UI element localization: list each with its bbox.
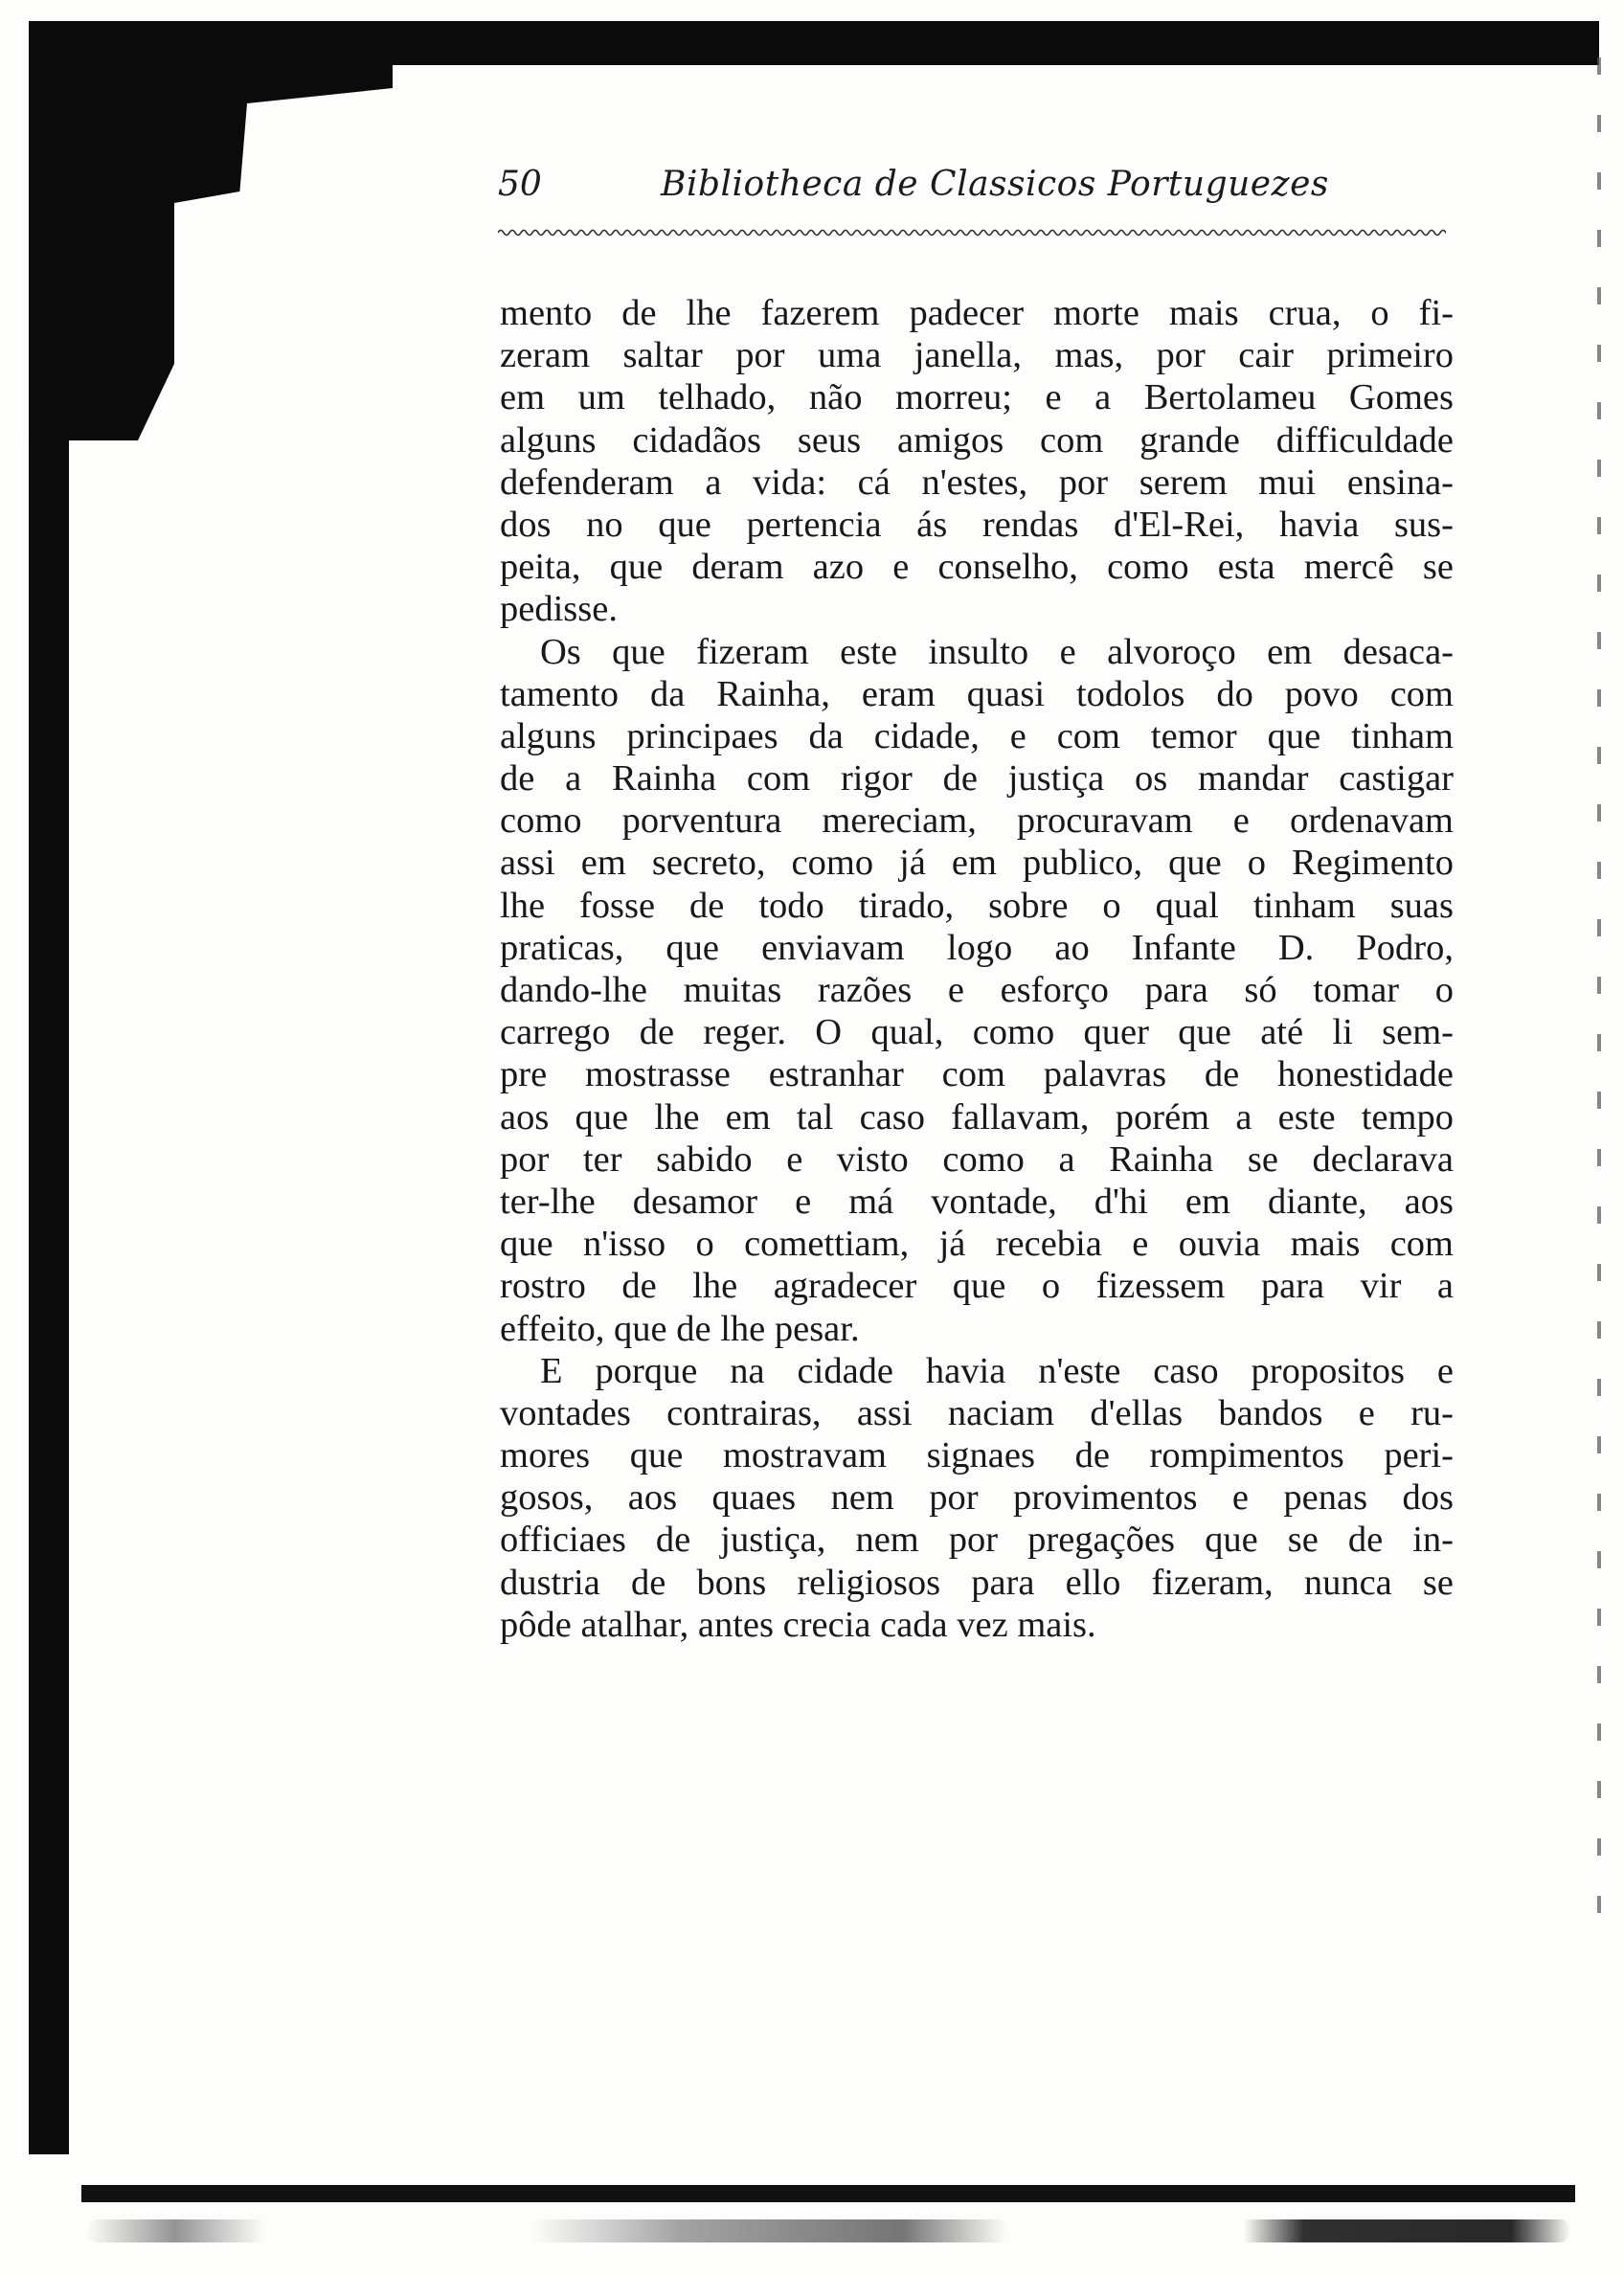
text-line: de a Rainha com rigor de justiça os mandar castigar bbox=[500, 758, 1454, 800]
text-line: ter-lhe desamor e má vontade, d'hi em diante, aos bbox=[500, 1181, 1454, 1222]
text-line: pre mostrasse estranhar com palavras de honestidade bbox=[500, 1054, 1454, 1095]
text-line: dando-lhe muitas razões e esforço para só tomar o bbox=[500, 970, 1454, 1010]
text-line: defenderam a vida: cá n'estes, por serem mui ensina- bbox=[500, 462, 1454, 503]
text-line: Os que fizeram este insulto e alvoroço em desaca- bbox=[540, 631, 1454, 672]
text-line: mores que mostravam signaes de rompimentos peri- bbox=[500, 1435, 1454, 1476]
text-line: effeito, que de lhe pesar. bbox=[500, 1308, 860, 1349]
text-line: carrego de reger. O qual, como quer que até li sem- bbox=[500, 1012, 1454, 1053]
scan-corner-shadow bbox=[29, 57, 393, 440]
text-line: como porventura mereciam, procuravam e ordenavam bbox=[500, 800, 1454, 842]
text-line: alguns cidadãos seus amigos com grande difficuldade bbox=[500, 419, 1454, 461]
text-line: tamento da Rainha, eram quasi todolos do povo com bbox=[500, 673, 1454, 714]
text-line: pedisse. bbox=[500, 589, 618, 630]
text-line: dos no que pertencia ás rendas d'El-Rei, havia sus- bbox=[500, 504, 1454, 545]
text-line: aos que lhe em tal caso fallavam, porém a este tempo bbox=[500, 1096, 1454, 1138]
text-line: que n'isso o comettiam, já recebia e ouvia mais com bbox=[500, 1224, 1454, 1265]
text-line: praticas, que enviavam logo ao Infante D. Podro, bbox=[500, 927, 1454, 968]
text-line: por ter sabido e visto como a Rainha se declarava bbox=[500, 1138, 1454, 1180]
scan-right-edge bbox=[1597, 57, 1601, 1934]
page-number: 50 bbox=[498, 165, 542, 204]
text-line: lhe fosse de todo tirado, sobre o qual tinham suas bbox=[500, 885, 1454, 926]
text-line: rostro de lhe agradecer que o fizessem para vir a bbox=[500, 1266, 1454, 1307]
text-line: gosos, aos quaes nem por provimentos e penas dos bbox=[500, 1477, 1454, 1519]
text-line: mento de lhe fazerem padecer morte mais crua, o fi- bbox=[500, 293, 1454, 333]
scan-bottom-edge bbox=[81, 2185, 1575, 2202]
text-line: pôde atalhar, antes crecia cada vez mais. bbox=[500, 1604, 1096, 1645]
text-line: assi em secreto, como já em publico, que o Regimento bbox=[500, 843, 1454, 884]
text-line: peita, que deram azo e conselho, como esta mercê se bbox=[500, 547, 1454, 588]
text-line: zeram saltar por uma janella, mas, por cair primeiro bbox=[500, 335, 1454, 376]
book-title: Bibliotheca de Classicos Portuguezes bbox=[661, 165, 1329, 204]
text-line: E porque na cidade havia n'este caso propositos e bbox=[540, 1350, 1454, 1391]
body-text bbox=[500, 292, 1454, 1646]
scan-bottom-shadow bbox=[86, 2219, 1570, 2242]
text-line: officiaes de justiça, nem por pregações que se de in- bbox=[500, 1520, 1454, 1561]
text-line: dustria de bons religiosos para ello fizeram, nunca se bbox=[500, 1562, 1454, 1603]
text-line: em um telhado, não morreu; e a Bertolameu Gomes bbox=[500, 377, 1454, 418]
text-line: vontades contrairas, assi naciam d'ellas bandos e ru- bbox=[500, 1392, 1454, 1433]
ornamental-wavy-rule bbox=[498, 226, 1446, 239]
text-line: alguns principaes da cidade, e com temor que tinham bbox=[500, 715, 1454, 756]
running-head bbox=[498, 165, 1446, 222]
